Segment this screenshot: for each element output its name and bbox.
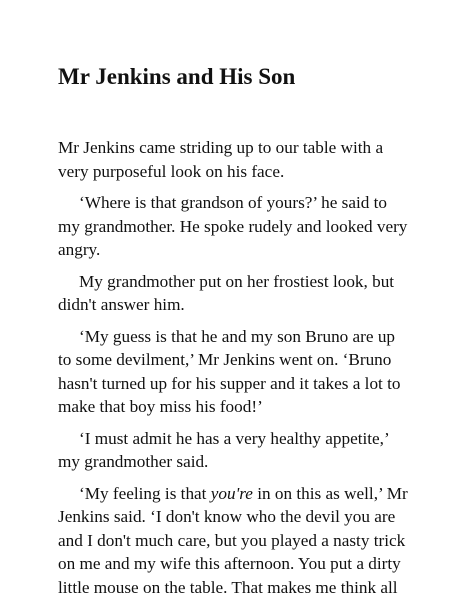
text-line: Mr Jenkins came striding up to our table with a (58, 138, 384, 157)
text-line: make that boy miss his food!’ (58, 397, 263, 416)
text-line: on me and my wife this afternoon. You put a dirty (58, 554, 401, 573)
text-line (58, 482, 406, 506)
paragraph (58, 482, 406, 600)
text-line: ‘I must admit he has a very healthy appetite,’ (79, 428, 390, 448)
text-run: ‘My feeling is that (79, 483, 211, 503)
text-line: ‘My guess is that he and my son Bruno are up (79, 326, 396, 346)
text-run: in on this as well,’ Mr (252, 483, 408, 503)
text-line: little mouse on the table. That makes me think all (58, 577, 398, 597)
text-line: very purposeful look on his face. (58, 161, 285, 181)
paragraph (58, 325, 406, 419)
text-line: Jenkins said. ‘I don't know who the devil you are (58, 507, 396, 526)
text-line: my grandmother said. (58, 452, 209, 471)
paragraph (58, 427, 406, 474)
paragraph (58, 270, 406, 317)
emphasized-word: you're (210, 483, 253, 503)
text-line: ‘Where is that grandson of yours?’ he said to (79, 193, 388, 212)
paragraph (58, 191, 406, 262)
text-line: and I don't much care, but you played a nasty trick (58, 530, 406, 550)
text-line: My grandmother put on her frostiest look, but (79, 271, 395, 291)
body-text (58, 136, 406, 607)
paragraph (58, 136, 406, 183)
chapter-title: Mr Jenkins and His Son (58, 64, 296, 89)
text-line: angry. (58, 240, 101, 259)
text-line: to some devilment,’ Mr Jenkins went on. ‘Bruno (58, 350, 392, 369)
text-line: hasn't turned up for his supper and it takes a lot to (58, 373, 401, 393)
text-line: didn't answer him. (58, 295, 185, 314)
text-line: my grandmother. He spoke rudely and looked very (58, 216, 408, 236)
